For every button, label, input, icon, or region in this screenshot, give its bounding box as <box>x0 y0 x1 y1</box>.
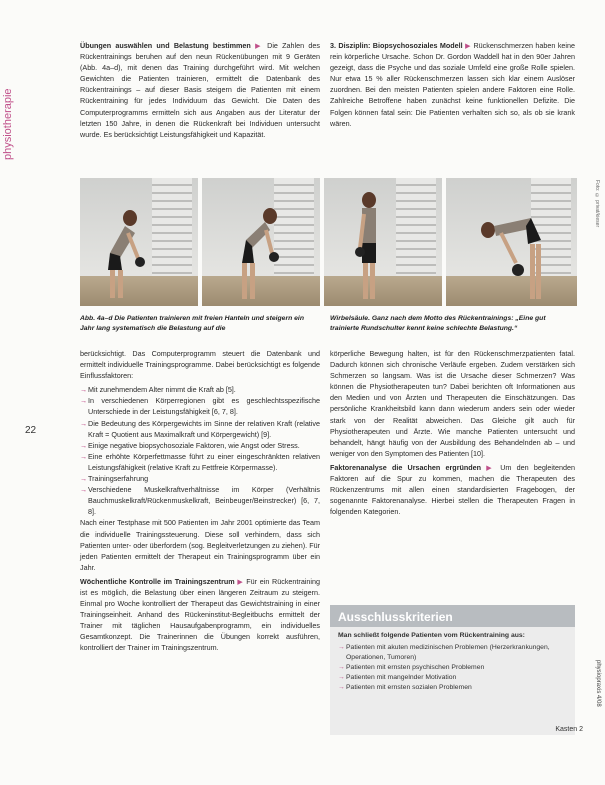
criteria-list <box>338 643 567 693</box>
arrow-icon: ▶ <box>255 41 263 50</box>
body-text: Die Zahlen des Rückentrainings beruhen auf den neun Rückenübungen mit 9 Geräten (Abb. 4a–d), mit denen das Training durchgeführt wird. Mit welchen Gewichten die Patienten trainieren, ermittelt die Datenbank des Rückentrainings – auf dieser Basis steigern die Patienten mit einem Rückentraining für jedes Individuum das Gewicht. Die Daten des Computerprogramms ermitteln sich aus Angaben aus der Literatur der letzten 150 Jahre, in denen die Rückenkraft bei Individuen untersucht wurde. Es berücksichtigt Leistungsfähigkeit und Kapazität. <box>80 41 320 139</box>
mid-right-column <box>330 348 575 520</box>
list-item: → Patienten mit akuten medizinischen Problemen (Herzerkrankungen, Operationen, Tumoren) <box>338 643 567 663</box>
list-item: → In verschiedenen Körperregionen gibt es geschlechtsspezifische Unterschiede in der Leistungsfähigkeit [6, 7, 8]. <box>80 395 320 417</box>
list-item: → Verschiedene Muskelkraftverhältnisse im Körper (Verhältnis Bauchmuskelkraft/Rückenmuskelkraft, Beinbeuger/Beinstrecker) [6, 7, 8]. <box>80 484 320 517</box>
list-item: → Mit zunehmendem Alter nimmt die Kraft ab [5]. <box>80 384 320 395</box>
person-figure <box>324 178 442 306</box>
person-figure <box>202 178 320 306</box>
list-item: → Patienten mit mangelnder Motivation <box>338 673 567 683</box>
section-heading: Faktorenanalyse die Ursachen ergründen <box>330 462 482 472</box>
body-text: Um den begleitenden Faktoren auf die Spur zu kommen, machen die Therapeuten des Rückenzentrums mit allen einen standardisierten Fragebogen, der sogenannte Faktorenanalyse. Hierbei stellen die Therapeuten Fragen in folgenden Kategorien. <box>330 462 575 517</box>
brand-logo <box>0 88 18 158</box>
photo-4b <box>202 178 320 306</box>
box-intro: Man schließt folgende Patienten vom Rückentraining aus: <box>338 632 525 639</box>
list-item: → Patienten mit ernsten psychischen Problemen <box>338 663 567 673</box>
person-figure <box>446 178 577 306</box>
list-item: → Trainingserfahrung <box>80 473 320 484</box>
section-heading: Übungen auswählen und Belastung bestimmen <box>80 41 251 50</box>
list-item: → Einige negative biopsychosoziale Faktoren, wie Angst oder Stress. <box>80 440 320 451</box>
arrow-icon: ▶ <box>237 576 244 586</box>
body-text: Rückenschmerzen haben keine rein körperliche Ursache. Schon Dr. Gordon Waddell hat in den 90er Jahren gezeigt, dass die Psyche und das soziale Umfeld eine große Rolle spielen. Nur etwa 15 % aller Rückenschmerzen lassen sich klar einem Auslöser zuordnen. Bei den meisten Patienten spielen andere Faktoren eine Rolle. Zahlreiche Betroffene haben zunächst keine funktionellen Defizite. Die Folgen können fatal sein: Die Patienten verhalten sich so, als ob sie krank wären. <box>330 41 575 128</box>
figure-caption-right: Wirbelsäule. Ganz nach dem Motto des Rückentrainings: „Eine gut trainierte Rundschulter kennt keine schlechte Belastung.“ <box>330 315 546 332</box>
list-item: → Patienten mit ernsten sozialen Problemen <box>338 683 567 693</box>
list-item: → Eine erhöhte Körperfettmasse führt zu einer eingeschränkten relativen Leistungsfähigkeit (relative Kraft zu Fettfreie Körpermasse). <box>80 451 320 473</box>
section-heading: 3. Disziplin: Biopsychosoziales Modell <box>330 41 463 50</box>
photo-4a <box>80 178 198 306</box>
body-text: Für ein Rückentraining ist es möglich, die Belastung über einen längeren Zeitraum zu steigern. Einmal pro Woche kontrolliert der Therapeut das Gewichtstraining in einer Trainingseinheit. Anhand des Rückeninstitut-Begleitbuchs ermittelt der Trainer mit täglichen Hausaufgabenprogramm, ein individuelles Gesamtkonzept. Die Trainerinnen die Übungen korrekt ausführen, kontrolliert der Trainer im Trainingszentrum. <box>80 576 321 653</box>
person-figure <box>80 178 198 306</box>
arrow-icon: ▶ <box>465 41 472 50</box>
box-label: Kasten 2 <box>555 726 583 733</box>
top-right-column <box>330 40 575 132</box>
exclusion-criteria-box <box>330 605 575 735</box>
body-text: Nach einer Testphase mit 500 Patienten im Jahr 2001 optimierte das Team die individuelle Trainingssteuerung. Diese soll verhindern, dass sich Patienten unter- oder überfordern (sog. Begleitverletzungen zu ziehen). Für jeden Patienten ermittelt der Therapeut ein Trainingsprogramm über ein Jahr. <box>80 518 320 572</box>
body-text: körperliche Bewegung halten, ist für den Rückenschmerzpatienten fatal. Dadurch können sich chronische Verläufe ergeben. Zudem verstärken sich Schmerzen so langsam. Was ist die Ursache dieser Schmerzen? Was können die Physiotherapeuten tun? Dabei berichten oft Informationen aus den Medien und von Ärzten und Therapeuten die Einschätzungen. Das persönliche Krankheitsbild kann dann wiederum anders sein oder wieder stark von der Realität abweichen. Das Gleiche gilt auch für Physiotherapeuten und Ärzte. Wie manche Patienten untersucht und behandelt, hängt häufig von der Ausbildung des Behandelnden ab – und weniger von den Symptomen des Patienten [10]. <box>330 349 575 458</box>
body-text: berücksichtigt. Das Computerprogramm steuert die Datenbank und ermittelt individuelle Trainingsprogramme. Dabei berücksichtigt es folgende Einflussfaktoren: <box>80 349 320 381</box>
box-title: Ausschlusskriterien <box>330 605 575 627</box>
photo-credit: Foto: © privat/kieser <box>594 180 600 228</box>
top-left-column <box>80 40 320 143</box>
photo-4d <box>446 178 577 306</box>
page-number: 22 <box>25 425 37 436</box>
exercise-photo-strip <box>80 178 577 306</box>
arrow-icon: ▶ <box>486 462 496 472</box>
journal-label: physiopraxis 4/08 <box>595 660 601 707</box>
section-heading: Wöchentliche Kontrolle im Trainingszentrum <box>80 576 235 586</box>
brand-text: physiotherapie <box>2 88 14 160</box>
mid-left-column <box>80 348 320 657</box>
figure-caption-left: Abb. 4a–d Die Patienten trainieren mit freien Hanteln und steigern ein Jahr lang systematisch die Belastung auf die <box>80 315 304 332</box>
list-item: → Die Bedeutung des Körpergewichts im Sinne der relativen Kraft (relative Kraft = Quotient aus Maximalkraft und Körpergewicht) [9]. <box>80 418 320 440</box>
factor-list <box>80 384 320 517</box>
photo-4c <box>324 178 442 306</box>
